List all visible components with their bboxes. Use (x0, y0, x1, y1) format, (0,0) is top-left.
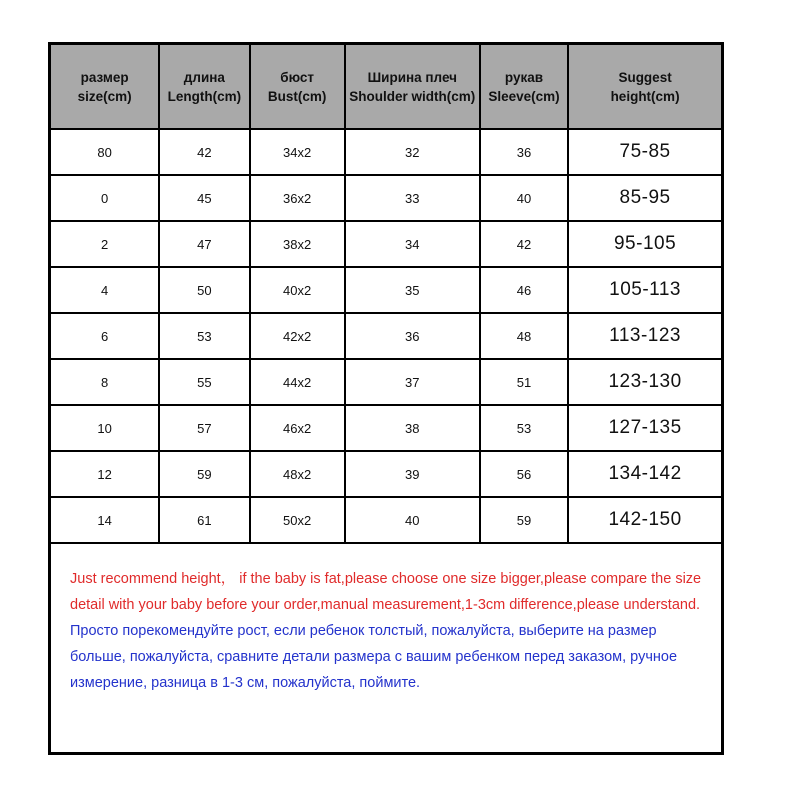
table-row (51, 221, 721, 267)
table-cell: 35 (345, 267, 480, 313)
size-table-header (51, 45, 721, 129)
table-cell: 36x2 (250, 175, 345, 221)
table-cell: 142-150 (568, 497, 721, 543)
table-cell: 42 (480, 221, 568, 267)
table-cell: 46 (480, 267, 568, 313)
column-header-0: размер size(cm) (51, 45, 159, 129)
table-cell: 34 (345, 221, 480, 267)
table-row (51, 175, 721, 221)
table-cell: 51 (480, 359, 568, 405)
table-cell: 40 (345, 497, 480, 543)
table-cell: 75-85 (568, 129, 721, 175)
table-cell: 10 (51, 405, 159, 451)
table-cell: 32 (345, 129, 480, 175)
table-cell: 36 (480, 129, 568, 175)
note-russian: Просто порекомендуйте рост, если ребенок толстый, пожалуйста, выберите на размер больше, пожалуйста, сравните детали размера с вашим ребенком перед заказом, ручное измерение, разница в 1-3 см, пожалуйста, поймите. (70, 623, 678, 691)
table-cell: 47 (159, 221, 249, 267)
table-cell: 12 (51, 451, 159, 497)
table-row (51, 129, 721, 175)
table-cell: 45 (159, 175, 249, 221)
table-cell: 44x2 (250, 359, 345, 405)
table-row (51, 451, 721, 497)
table-cell: 127-135 (568, 405, 721, 451)
table-cell: 53 (480, 405, 568, 451)
table-cell: 14 (51, 497, 159, 543)
table-cell: 38 (345, 405, 480, 451)
table-cell: 40 (480, 175, 568, 221)
table-cell: 34x2 (250, 129, 345, 175)
table-cell: 8 (51, 359, 159, 405)
table-cell: 61 (159, 497, 249, 543)
table-cell: 57 (159, 405, 249, 451)
table-cell: 105-113 (568, 267, 721, 313)
size-table (51, 45, 721, 544)
table-cell: 55 (159, 359, 249, 405)
table-cell: 42x2 (250, 313, 345, 359)
table-cell: 123-130 (568, 359, 721, 405)
table-row (51, 359, 721, 405)
table-row (51, 267, 721, 313)
column-header-1: длина Length(cm) (159, 45, 249, 129)
table-row (51, 405, 721, 451)
size-table-body (51, 129, 721, 543)
table-cell: 80 (51, 129, 159, 175)
notes-section (51, 544, 721, 696)
table-cell: 85-95 (568, 175, 721, 221)
size-chart-container (48, 42, 724, 755)
column-header-2: бюст Bust(cm) (250, 45, 345, 129)
table-cell: 46x2 (250, 405, 345, 451)
table-cell: 59 (480, 497, 568, 543)
table-cell: 48x2 (250, 451, 345, 497)
table-cell: 50x2 (250, 497, 345, 543)
table-cell: 95-105 (568, 221, 721, 267)
table-cell: 0 (51, 175, 159, 221)
note-english: Just recommend height， if the baby is fat,please choose one size bigger,please compare the size detail with your baby before your order,manual measurement,1-3cm difference,please understand. (70, 571, 702, 613)
table-cell: 36 (345, 313, 480, 359)
column-header-4: рукав Sleeve(cm) (480, 45, 568, 129)
table-cell: 56 (480, 451, 568, 497)
table-row (51, 313, 721, 359)
table-row (51, 497, 721, 543)
column-header-3: Ширина плеч Shoulder width(cm) (345, 45, 480, 129)
table-cell: 59 (159, 451, 249, 497)
table-cell: 134-142 (568, 451, 721, 497)
table-cell: 4 (51, 267, 159, 313)
table-cell: 2 (51, 221, 159, 267)
table-cell: 39 (345, 451, 480, 497)
table-cell: 113-123 (568, 313, 721, 359)
table-cell: 40x2 (250, 267, 345, 313)
table-cell: 37 (345, 359, 480, 405)
table-cell: 33 (345, 175, 480, 221)
header-row (51, 45, 721, 129)
table-cell: 6 (51, 313, 159, 359)
table-cell: 42 (159, 129, 249, 175)
column-header-5: Suggest height(cm) (568, 45, 721, 129)
table-cell: 38x2 (250, 221, 345, 267)
table-cell: 50 (159, 267, 249, 313)
table-cell: 53 (159, 313, 249, 359)
table-cell: 48 (480, 313, 568, 359)
